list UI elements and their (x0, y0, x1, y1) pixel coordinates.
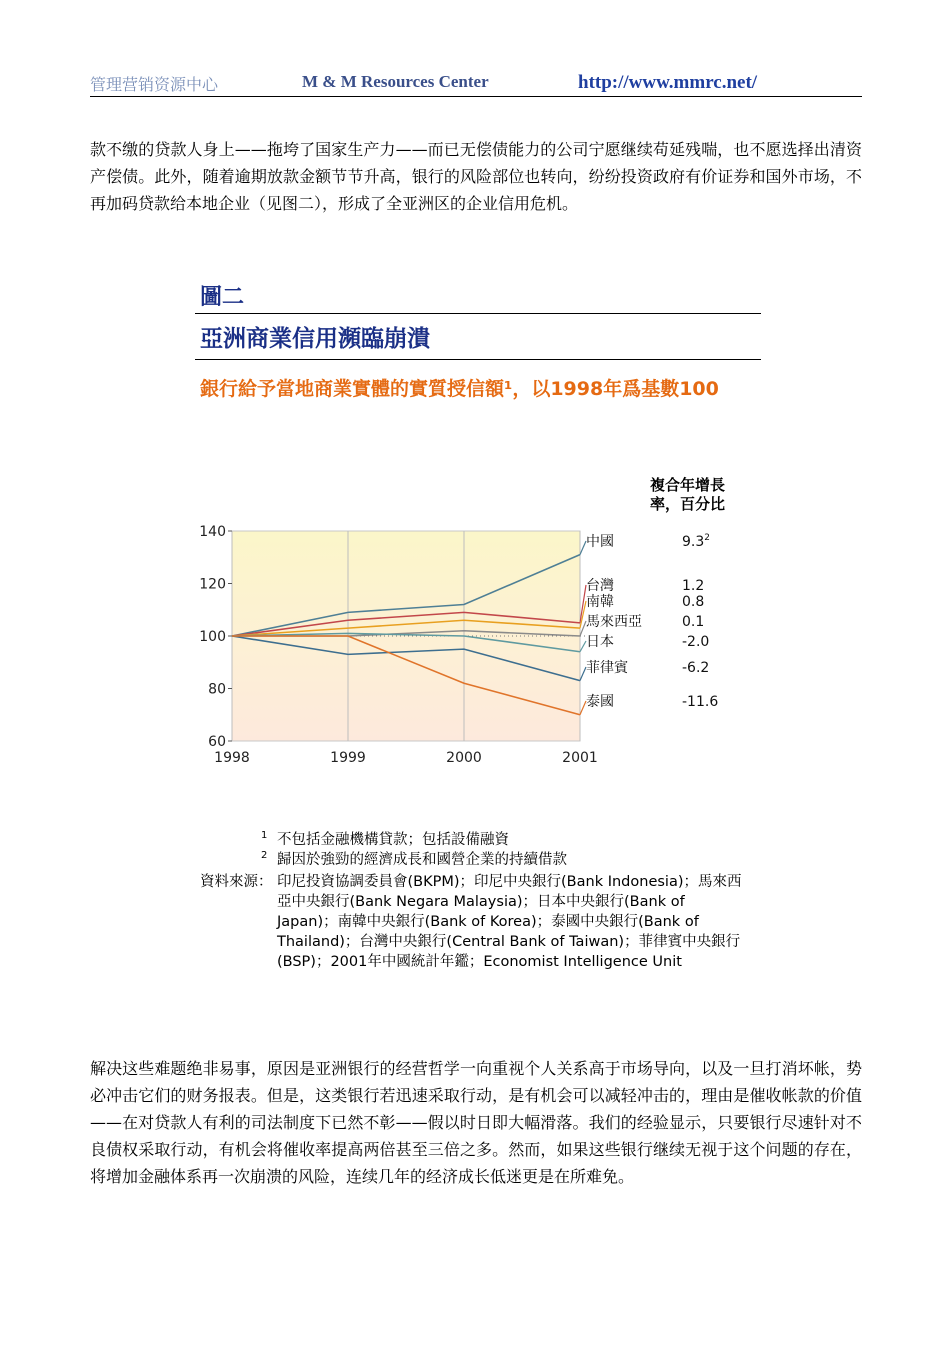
x-tick-label: 2000 (446, 750, 482, 766)
figure-subtitle: 銀行給予當地商業實體的實質授信額¹，以1998年爲基數100 (200, 378, 719, 400)
page-header (90, 68, 862, 97)
footnote-2-text: 歸因於強勁的經濟成長和國營企業的持續借款 (277, 852, 567, 868)
y-tick-label: 60 (208, 734, 226, 750)
header-org-en: M & M Resources Center (302, 72, 489, 91)
cagr-value-4: -2.0 (682, 634, 710, 650)
y-tick-label: 100 (199, 629, 226, 645)
cagr-value-1: 1.2 (682, 578, 705, 594)
figure-rule-bottom (195, 359, 761, 360)
cagr-value-5: -6.2 (682, 660, 710, 676)
figure-2 (195, 280, 763, 1000)
cagr-header-line2: 率，百分比 (650, 495, 726, 513)
cagr-note-marker: 2 (704, 533, 710, 543)
cagr-header (650, 476, 725, 514)
cagr-value-2: 0.8 (682, 594, 705, 610)
series-label-4: 日本 (586, 634, 614, 650)
footnote-1-text: 不包括金融機構貸款；包括設備融資 (277, 832, 509, 848)
footnote-2 (195, 850, 763, 870)
figure-rule-top (195, 313, 761, 314)
footnote-1 (195, 830, 763, 850)
series-label-0: 中國 (586, 534, 614, 550)
y-tick-label: 80 (208, 681, 226, 698)
footnote-2-marker: 2 (261, 850, 268, 861)
header-org-cn: 管理营销资源中心 (90, 75, 219, 94)
header-url-link[interactable]: http://www.mmrc.net/ (578, 72, 758, 93)
cagr-header-line1: 複合年增長 (650, 476, 726, 494)
paragraph-1: 款不缴的贷款人身上——拖垮了国家生产力——而已无偿债能力的公司宁愿继续苟延残喘，也不愿选择出清资产偿债。此外，随着逾期放款金额节节升高，银行的风险部位也转向，纷纷投资政府有价证券和国外市场，不再加码贷款给本地企业（见图二），形成了全亚洲区的企业信用危机。 (90, 140, 862, 213)
series-label-2: 南韓 (586, 594, 614, 610)
figure-notes (195, 830, 763, 972)
footnote-1-marker: 1 (261, 830, 268, 841)
series-label-6: 泰國 (586, 694, 614, 710)
paragraph-2: 解决这些难题绝非易事，原因是亚洲银行的经营哲学一向重视个人关系高于市场导向，以及一旦打消坏帐，势必冲击它们的财务报表。但是，这类银行若迅速采取行动，是有机会可以减轻冲击的，理由是催收帐款的价值——在对贷款人有利的司法制度下已然不彰——假以时日即大幅滑落。我们的经验显示，只要银行尽速针对不良债权采取行动，有机会将催收率提高两倍甚至三倍之多。然而，如果这些银行继续无视于这个问题的存在，将增加金融体系再一次崩溃的风险，连续几年的经济成长低迷更是在所难免。 (90, 1059, 862, 1186)
x-tick-label: 1998 (214, 750, 250, 766)
y-tick-label: 140 (199, 524, 226, 540)
cagr-value-6: -11.6 (682, 694, 719, 710)
figure-title: 亞洲商業信用瀕臨崩潰 (200, 326, 430, 352)
source-text: 印尼投資協調委員會(BKPM)；印尼中央銀行(Bank Indonesia)；馬來西亞中央銀行(Bank Negara Malaysia)；日本中央銀行(Bank of Japan)；南韓中央銀行(Bank of Korea)；泰國中央銀行(Bank of Thailand)；台灣中央銀行(Central Bank of Taiwan)；菲律賓中央銀行(BSP)；2001年中國統計年鑑；Economist Intelligence Unit (277, 874, 742, 970)
line-chart (195, 518, 763, 818)
source-label: 資料來源： (200, 874, 273, 890)
series-label-1: 台灣 (586, 578, 614, 594)
source-block (195, 872, 763, 972)
x-tick-label: 1999 (330, 750, 366, 766)
y-tick-label: 120 (199, 576, 226, 593)
cagr-value-3: 0.1 (682, 614, 705, 630)
series-label-3: 馬來西亞 (586, 614, 642, 630)
cagr-value-0: $9.3^2$ (682, 533, 710, 550)
figure-label: 圖二 (200, 285, 245, 310)
x-tick-label: 2001 (562, 750, 598, 766)
series-label-5: 菲律賓 (586, 660, 628, 676)
